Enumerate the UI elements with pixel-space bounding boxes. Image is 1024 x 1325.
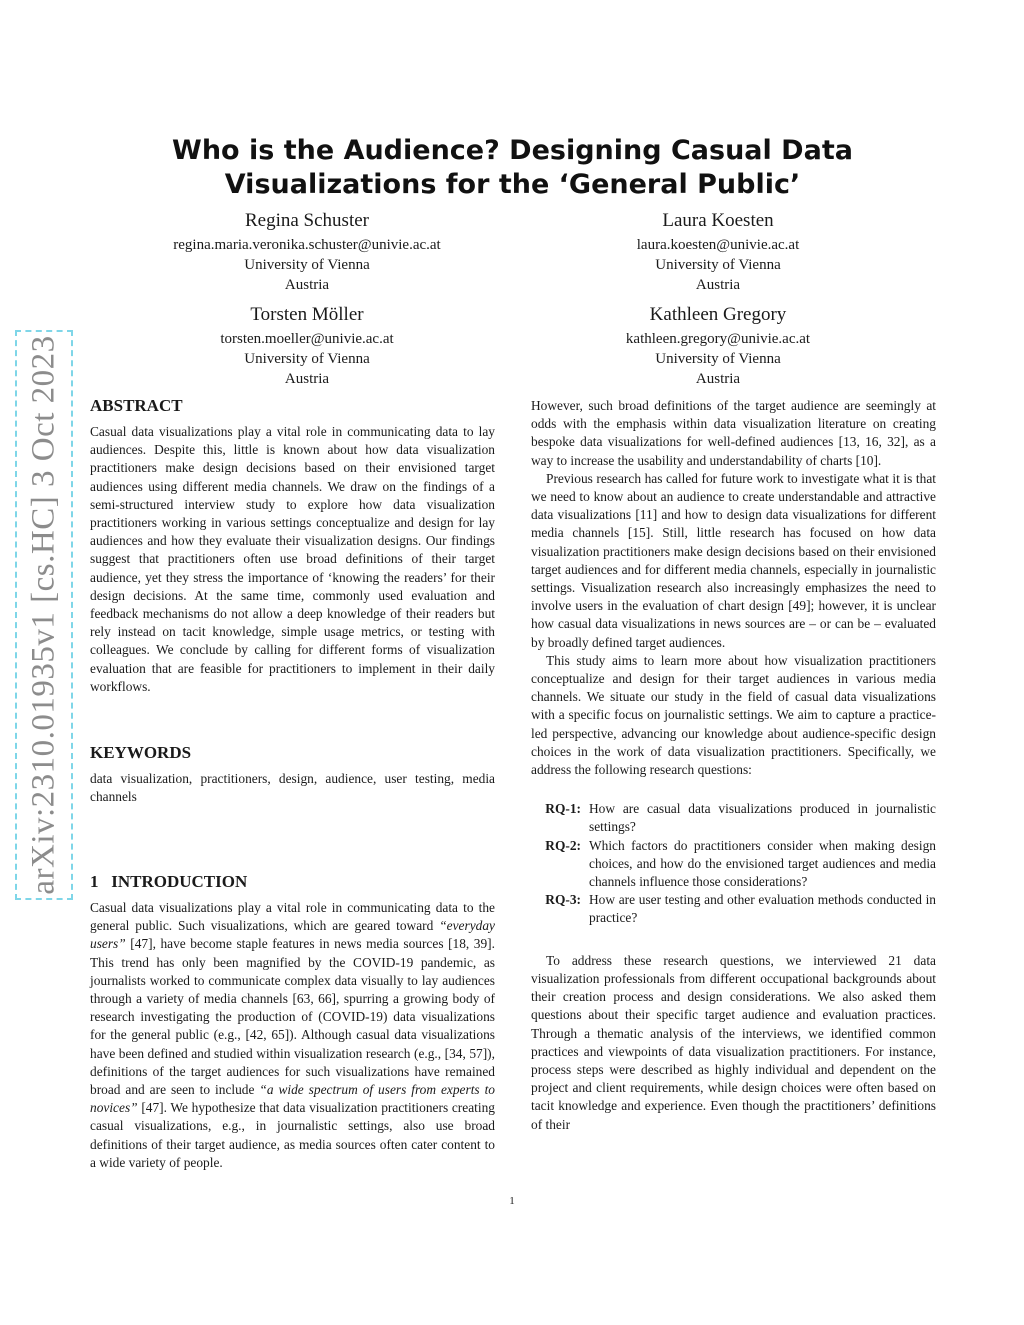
abstract-heading: ABSTRACT (90, 396, 183, 415)
rq-label: RQ-1: (545, 801, 581, 817)
author-email[interactable]: torsten.moeller@univie.ac.at (220, 331, 394, 347)
author-name: Torsten Möller (250, 304, 364, 325)
rq-label: RQ-2: (545, 837, 581, 853)
author-name: Laura Koesten (662, 210, 774, 231)
author-country: Austria (284, 277, 330, 293)
body-paragraph: To address these research questions, we interviewed 21 data visualization professionals from different occupational backgrounds about their creation process and design considerations. We also asked them questions about their specific target audience and evaluation practices. Through a thematic analysis of the interviews, we identified common practices and viewpoints of data visualization practitioners. For instance, process steps were described as highly individual and dependent on the project and client requirements, while design choices were often based on tacit knowledge and experience. Even though the practitioners’ definitions of their (531, 952, 936, 1132)
body-paragraph: Previous research has called for future work to investigate what it is that we need to know about an audience to create understandable and attractive data visualizations [11] and how to design data visualizations for different media channels [15]. Still, little research has focused on how data visualization practitioners make design decisions based on their envisioned target audiences and for different media channels, especially in journalistic settings. Visualization research also increasingly emphasizes the need to involve users in the evaluation of chart design [49]; however, it is unclear how casual data visualizations in news sources are – or can be – evaluated by broadly defined target audiences. (531, 470, 936, 650)
paper-title: Who is the Audience? Designing Casual Data Visualizations for the ‘General Public’ (172, 135, 853, 200)
intro-text: [47], have become staple features in news media sources [18, 39]. This trend has only been magnified by the COVID-19 pandemic, as journalists worked to communicate complex data visually to lay audiences through a variety of media channels [63, 66], spurring a growing body of research investigating the production of (COVID-19) data visualizations for the general public (e.g., [42, 65]). Although casual data visualizations have been defined and studied within visualization research (e.g., [34, 57]), definitions of the target audiences for such visualizations have remained broad and are seen to include (90, 936, 495, 1098)
author-affiliation: University of Vienna (655, 351, 781, 367)
author-email[interactable]: regina.maria.veronika.schuster@univie.ac.at (173, 237, 441, 253)
abstract-text: Casual data visualizations play a vital role in communicating data to lay audiences. Despite this, little is known about how data visualization practitioners make design decisions based on their envisioned target audiences using different media channels. We draw on the findings of a semi-structured interview study to explore how data visualization practitioners working in various settings conceptualize and design for lay audiences and how they evaluate their visualization designs. Our findings suggest that practitioners often use broad definitions of their target audience, yet they stress the importance of ‘knowing the readers’ for their design decisions. At the same time, commonly used evaluation and feedback mechanisms do not allow a deep knowledge of their readers but rely instead on tacit knowledge, simple usage metrics, or testing with colleagues. We conclude by calling for different forms of visualization evaluation that are feasible for practitioners to implement in their daily workflows. (90, 424, 495, 694)
keywords-heading: KEYWORDS (90, 743, 192, 762)
research-questions-list (531, 800, 936, 927)
author-block (97, 303, 517, 389)
author-name: Regina Schuster (244, 210, 369, 231)
author-email[interactable]: kathleen.gregory@univie.ac.at (625, 331, 811, 347)
keywords-text: data visualization, practitioners, design, audience, user testing, media channels (90, 771, 495, 805)
intro-quote: “everyday users” (90, 918, 495, 952)
author-country: Austria (695, 371, 741, 387)
rq-label: RQ-3: (545, 892, 581, 908)
author-name: Kathleen Gregory (649, 304, 787, 325)
right-column (531, 397, 936, 1134)
author-country: Austria (695, 277, 741, 293)
author-affiliation: University of Vienna (244, 351, 370, 367)
research-question (531, 800, 936, 836)
intro-quote: “a wide spectrum of users from experts to novices” (90, 1082, 495, 1116)
page-number: 1 (509, 1195, 515, 1207)
introduction-heading: 1 INTRODUCTION (90, 872, 248, 891)
abstract-section (90, 395, 495, 696)
introduction-section (90, 871, 495, 1172)
author-email[interactable]: laura.koesten@univie.ac.at (636, 237, 800, 253)
research-question (531, 837, 936, 892)
research-question (531, 891, 936, 927)
author-affiliation: University of Vienna (655, 257, 781, 273)
author-block (97, 209, 517, 295)
body-paragraph: This study aims to learn more about how visualization practitioners conceptualize and design for their target audiences in various media channels. We situate our study in the field of casual data visualizations with a specific focus on journalistic settings. We aim to capture a practice-led perspective, advancing our knowledge about audience-specific design choices in the work of data visualization practitioners. Specifically, we address the following research questions: (531, 652, 936, 778)
body-paragraph: However, such broad definitions of the target audience are seemingly at odds with the emphasis within data visualization literature on creating bespoke data visualizations for well-defined audiences [13, 16, 32], as a way to increase the usability and understandability of charts [10]. (531, 398, 936, 468)
rq-text: How are user testing and other evaluation methods conducted in practice? (589, 892, 936, 926)
rq-text: How are casual data visualizations produced in journalistic settings? (589, 801, 936, 835)
intro-text: Casual data visualizations play a vital role in communicating data to the general public. Such visualizations, which are geared toward (90, 900, 495, 934)
intro-text: [47]. We hypothesize that data visualization practitioners creating casual visualizations, e.g., in journalistic settings, also use broad definitions of their target audience, as media sources often cater content to a wide variety of people. (90, 1100, 495, 1170)
keywords-section (90, 742, 495, 806)
author-affiliation: University of Vienna (244, 257, 370, 273)
arxiv-stamp: arXiv:2310.01935v1 [cs.HC] 3 Oct 2023 (25, 335, 62, 895)
author-country: Austria (284, 371, 330, 387)
intro-paragraph (90, 899, 495, 1172)
author-block (508, 209, 928, 295)
rq-text: Which factors do practitioners consider when making design choices, and how do the envisioned target audiences and media channels influence those considerations? (589, 837, 936, 890)
author-block (508, 303, 928, 389)
